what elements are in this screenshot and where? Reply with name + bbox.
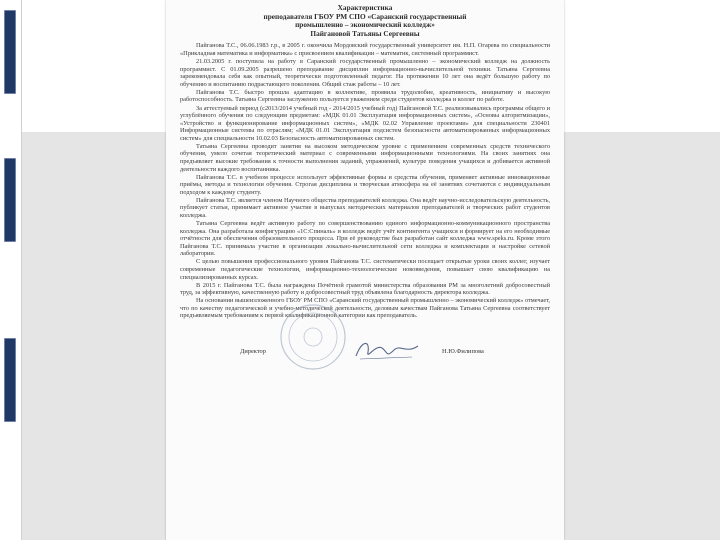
signatory-name: Н.Ю.Филипова [442,348,484,355]
paragraph-3: Пайганова Т.С. быстро прошла адаптацию в коллективе, проявила трудолюбие, креативность, инициативу и высокую работоспособность. Татьяна Сергеевна заслуженно пользуется уважением среди студентов колледжа и коллег по работе. [180,88,550,104]
paragraph-4: За аттестуемый период (с2013/2014 учебный год - 2014/2015 учебный год) Пайгановой Т.С. реализовывались программы общего и углублённого обучения по следующим предметам: «МДК 01.01 Эксплуатация информационных систем», «Основы алгоритмизации», «Устройство и функционирование информационных систем», «МДК 02.02 Управление проектами» для специальности 230401 Информационные системы по отраслям; «МДК 01.01 Эксплуатация подсистем безопасности автоматизированных информационных систем» для специальности 10.02.03 Безопасность автоматизированных систем. [180,104,550,142]
paragraph-10: В 2015 г. Пайганова Т.С. была награждена Почётной грамотой министерства образования РМ за многолетний добросовестный труд, за эффективную, качественную работу и добросовестный труд объявлена благодарность директора колледжа. [180,281,550,297]
heading-line-4: Пайгановой Татьяны Сергеевны [310,28,420,38]
stamp-icon [278,302,348,372]
paragraph-9: С целью повышения профессионального уровня Пайганова Т.С. систематически посещает открытые уроки своих коллег, изучает современные педагогические технологии, информационно-технологические нововведения, повышает свою квалификацию на специализированных курсах. [180,258,550,281]
signature-icon [352,334,422,364]
rail-tab-3 [4,338,16,422]
paragraph-11: На основании вышеизложенного ГБОУ РМ СПО «Саранский государственный промышленно – экономический колледж» отмечает, что по качеству педагогической и учебно-методической деятельности, деловым качествам Пайганова Татьяна Сергеевна соответствует предъявляемым требованиям к первой квалификационной категории как преподаватель. [180,297,550,320]
signatory-role: Директор [240,348,266,355]
paragraph-6: Пайганова Т.С. в учебном процессе использует эффективные формы и средства обучения, применяет активные инновационные приёмы, методы и технологии обучения. Строгая дисциплина и творческая атмосфера на её занятиях сочетаются с индивидуальным подходом к каждому студенту. [180,173,550,196]
left-rail [0,0,22,540]
heading-line-3: промышленно – экономический колледж» [295,20,435,30]
rail-tab-2 [4,158,16,242]
paragraph-1: Пайганова Т.С., 06.06.1983 г.р., в 2005 г. окончила Мордовский государственный университет им. Н.П. Огарева по специальности «Прикладная математика и информатика» с присвоением квалификации – математик, системный программист. [180,42,550,57]
paragraph-7: Пайганова Т.С. является членом Научного общества преподавателей колледжа. Она ведёт научно-исследовательскую деятельность, публикует статьи, принимает активное участие в выпусках методических материалов преподавателей и творческих работ студентов колледжа. [180,196,550,219]
document-heading [180,4,550,38]
paragraph-5: Татьяна Сергеевна проводит занятия на высоком методическом уровне с применением современных средств технического обучения, умело сочетая теоретический материал с современными информационными технологиями. На своих занятиях она предъявляет высокие требования к точности выполнения заданий, упражнений, культуре поведения учащихся и добивается активной деятельности каждого воспитанника. [180,142,550,173]
signature-block [180,334,550,374]
heading-line-2: преподавателя ГБОУ РМ СПО «Саранский государственный [263,11,467,21]
document-page [166,0,564,540]
paragraph-2: 21.03.2005 г. поступила на работу в Саранский государственный промышленно – экономический колледж на должность программист. С 01.09.2005 разрешено преподавание дисциплин информационно-вычислительной техники. Татьяна Сергеевна зарекомендовала себя как опытный, теоретически подготовленный педагог. На протяжении 10 лет она ведёт большую работу по обучению и воспитанию подрастающего поколения. Общий стаж работы – 10 лет. [180,58,550,88]
rail-tab-1 [4,10,16,94]
heading-line-1: Характеристика [337,3,393,12]
paragraph-8: Татьяна Сергеевна ведёт активную работу по совершенствованию единого информационно-коммуникационного пространства колледжа. Она разработала конфигурацию «1С:Спиналь» и колледж ведёт учёт контингента учащихся и формирует на его необходимые отчётности для обеспечения образовательного процесса. При её руководстве был разработан сайт колледжа www.speks.ru. Кроме этого Пайганова Т.С. принимала участие в организации локально-вычислительной сети колледжа и комплектации и настройке сетевой лаборатории. [180,220,550,258]
